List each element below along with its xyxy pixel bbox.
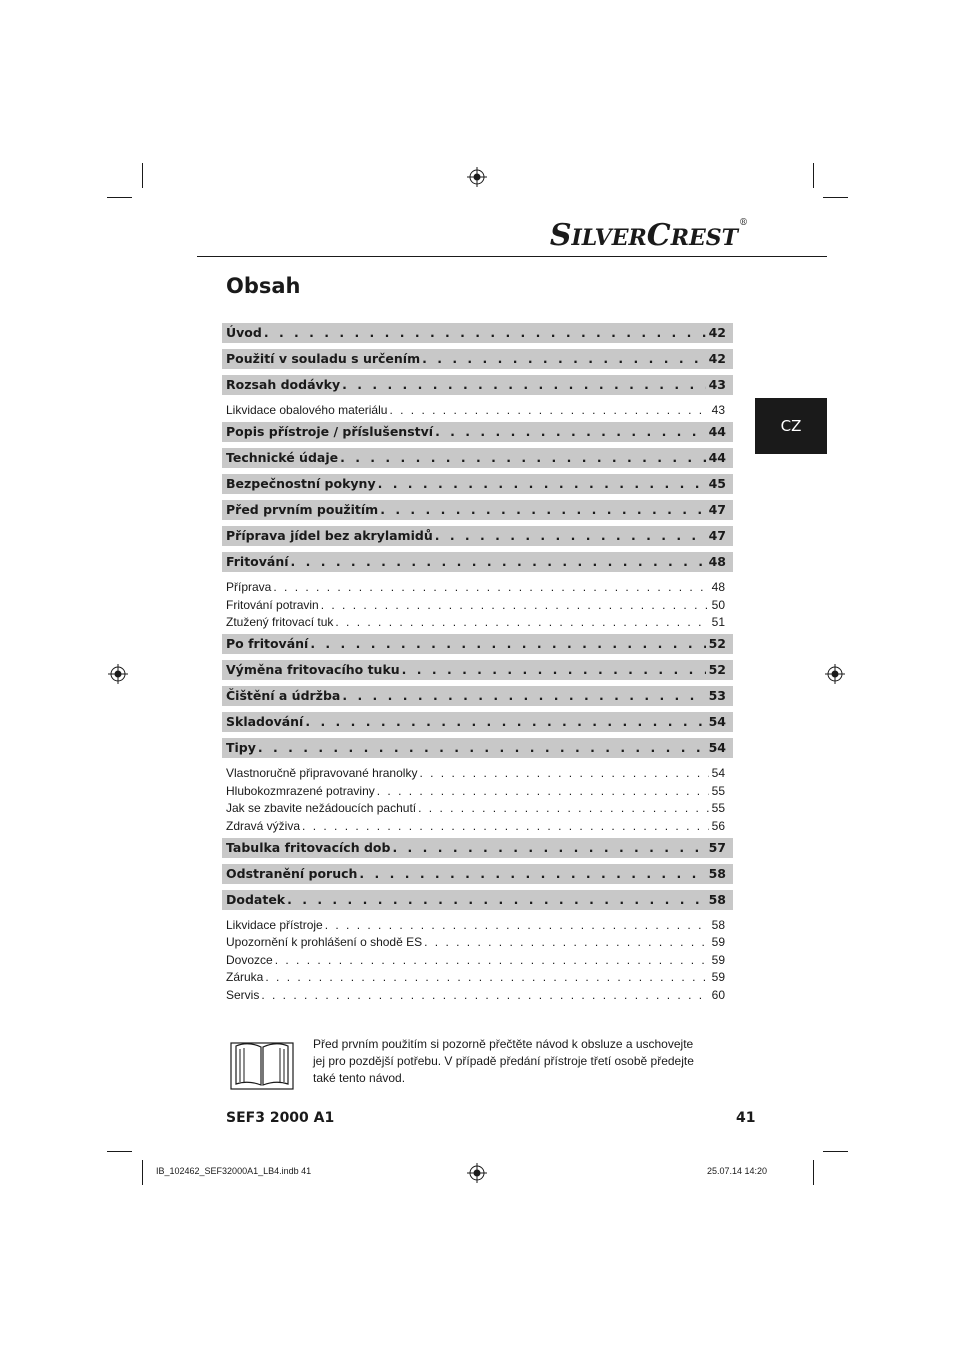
open-book-icon	[230, 1038, 294, 1090]
brand-logo	[550, 218, 748, 253]
toc-label: Vlastnoručně připravované hranolky	[226, 766, 418, 780]
toc-heading-row[interactable]	[222, 634, 733, 654]
toc-page: 42	[708, 325, 726, 340]
toc-page: 55	[711, 783, 725, 798]
toc-page: 58	[711, 917, 725, 932]
toc-page: 48	[711, 580, 725, 594]
toc-label: Hlubokozmrazené potraviny	[226, 783, 375, 798]
toc-heading-row[interactable]	[222, 712, 733, 732]
toc-heading-row[interactable]	[222, 686, 733, 706]
toc-leader	[380, 500, 705, 520]
toc-page: 48	[708, 554, 726, 569]
toc-label: Tabulka fritovacích dob	[226, 839, 391, 855]
toc-leader	[377, 783, 709, 799]
note-text	[313, 1036, 723, 1087]
toc-label: Tipy	[226, 740, 256, 755]
toc-label: Likvidace obalového materiálu	[226, 403, 388, 417]
toc-leader	[264, 323, 706, 343]
toc-page: 44	[708, 450, 726, 465]
toc-heading-row[interactable]	[222, 738, 733, 758]
toc-heading-row[interactable]	[222, 422, 733, 442]
toc-subentry-row[interactable]	[222, 402, 733, 418]
toc-label: Rozsah dodávky	[226, 377, 341, 392]
toc-page: 59	[711, 970, 725, 984]
toc-leader	[389, 402, 708, 418]
toc-leader	[321, 597, 709, 613]
model-number: SEF3 2000 A1	[226, 1110, 335, 1126]
toc-subentry-row[interactable]	[222, 917, 733, 933]
registration-mark-icon	[825, 664, 845, 684]
slug-file: IB_102462_SEF32000A1_LB4.indb 41	[156, 1166, 312, 1176]
crop-mark	[813, 1160, 814, 1185]
toc-label: Úvod	[226, 325, 262, 340]
header-rule	[197, 256, 827, 257]
page-title: Obsah	[226, 274, 301, 298]
toc-leader	[291, 552, 706, 572]
toc-page: 54	[708, 714, 726, 729]
toc-page: 45	[708, 476, 726, 491]
brand-letters: REST	[670, 225, 738, 251]
toc-subentry-row[interactable]	[222, 969, 733, 985]
toc-label: Fritování	[226, 554, 289, 569]
brand-letters: ILVER	[571, 225, 647, 251]
toc-heading-row[interactable]	[222, 838, 733, 858]
toc-page: 56	[711, 818, 725, 833]
note-line: Před prvním použitím si pozorně přečtěte návod k obsluze a uschovejte	[313, 1037, 694, 1051]
toc-label: Fritování potravin	[226, 597, 319, 612]
toc-page: 51	[711, 615, 725, 629]
toc-subentry-row[interactable]	[222, 987, 733, 1003]
toc-label: Po fritování	[226, 636, 309, 651]
toc-leader	[325, 917, 709, 933]
toc-leader	[435, 422, 706, 442]
toc-leader	[342, 375, 705, 395]
crop-mark	[107, 197, 132, 198]
toc-subentry-row[interactable]	[222, 614, 733, 630]
toc-label: Technické údaje	[226, 450, 339, 465]
toc-label: Jak se zbavite nežádoucích pachutí	[226, 801, 417, 815]
toc-subentry-row[interactable]	[222, 783, 733, 799]
toc-leader	[287, 890, 705, 910]
note-line: jej pro pozdější potřebu. V případě předání přístroje třetí osobě předejte	[313, 1054, 694, 1068]
toc-heading-row[interactable]	[222, 500, 733, 520]
brand-letter: C	[646, 218, 671, 253]
toc-subentry-row[interactable]	[222, 765, 733, 781]
toc-leader	[305, 712, 705, 732]
toc-subentry-row[interactable]	[222, 952, 733, 968]
toc-heading-row[interactable]	[222, 552, 733, 572]
toc-subentry-row[interactable]	[222, 597, 733, 613]
toc-label: Odstranění poruch	[226, 865, 358, 881]
toc-leader	[335, 614, 708, 630]
toc-page: 59	[711, 935, 725, 949]
toc-heading-row[interactable]	[222, 349, 733, 369]
toc-label: Bezpečnostní pokyny	[226, 476, 376, 491]
toc-leader	[392, 838, 705, 858]
toc-heading-row[interactable]	[222, 474, 733, 494]
registration-mark-icon	[467, 167, 487, 187]
toc-leader	[378, 474, 706, 494]
toc-label: Čištění a údržba	[226, 688, 341, 703]
toc-leader	[359, 864, 705, 884]
toc-page: 58	[708, 891, 726, 907]
toc-page: 43	[711, 403, 725, 417]
toc-leader	[275, 952, 709, 968]
toc-label: Ztužený fritovací tuk	[226, 615, 334, 629]
toc-leader	[435, 526, 706, 546]
toc-page: 47	[708, 528, 726, 543]
toc-label: Použití v souladu s určením	[226, 351, 421, 366]
crop-mark	[142, 163, 143, 188]
toc-heading-row[interactable]	[222, 323, 733, 343]
toc-page: 52	[708, 636, 726, 651]
slug-date: 25.07.14 14:20	[707, 1166, 768, 1176]
toc-heading-row[interactable]	[222, 526, 733, 546]
toc-label: Výměna fritovacího tuku	[226, 662, 400, 677]
toc-page: 44	[708, 424, 726, 439]
toc-label: Záruka	[226, 970, 264, 984]
toc-page: 47	[708, 502, 726, 517]
toc-label: Likvidace přístroje	[226, 917, 323, 932]
toc-label: Upozornění k prohlášení o shodě ES	[226, 935, 423, 949]
registration-mark-icon	[108, 664, 128, 684]
toc-leader	[342, 686, 705, 706]
toc-leader	[310, 634, 705, 654]
toc-label: Příprava	[226, 580, 272, 594]
toc-page: 55	[711, 801, 725, 815]
toc-leader	[258, 738, 706, 758]
toc-label: Servis	[226, 987, 260, 1002]
toc-heading-row[interactable]	[222, 375, 733, 395]
toc-page: 50	[711, 597, 725, 612]
toc-leader	[265, 969, 708, 985]
toc-heading-row[interactable]	[222, 864, 733, 884]
brand-letter: S	[549, 218, 572, 253]
toc-leader	[422, 349, 705, 369]
crop-mark	[107, 1151, 132, 1152]
toc-page: 54	[711, 766, 725, 780]
toc-leader	[402, 660, 706, 680]
toc-leader	[418, 800, 709, 816]
toc-label: Před prvním použitím	[226, 502, 379, 517]
registered-mark: ®	[739, 218, 748, 228]
toc-leader	[261, 987, 708, 1003]
toc-subentry-row[interactable]	[222, 579, 733, 595]
toc-leader	[340, 448, 705, 468]
toc-page: 60	[711, 987, 725, 1002]
toc-heading-row[interactable]	[222, 660, 733, 680]
crop-mark	[813, 163, 814, 188]
toc-page: 58	[708, 865, 726, 881]
toc-label: Skladování	[226, 714, 304, 729]
crop-mark	[823, 1151, 848, 1152]
toc-heading-row[interactable]	[222, 448, 733, 468]
crop-mark	[142, 1160, 143, 1185]
toc-label: Dodatek	[226, 891, 286, 907]
toc-page: 42	[708, 351, 726, 366]
page-number: 41	[736, 1110, 756, 1126]
toc-label: Zdravá výživa	[226, 818, 301, 833]
registration-mark-icon	[467, 1163, 487, 1183]
crop-mark	[823, 197, 848, 198]
toc-page: 53	[708, 688, 726, 703]
toc-label: Popis přístroje / příslušenství	[226, 424, 434, 439]
toc-page: 43	[708, 377, 726, 392]
toc-label: Dovozce	[226, 952, 273, 967]
toc-page: 52	[708, 662, 726, 677]
toc-page: 57	[708, 839, 726, 855]
toc-leader	[273, 579, 708, 595]
toc-page: 59	[711, 952, 725, 967]
toc-subentry-row[interactable]	[222, 934, 733, 950]
language-tab: CZ	[755, 398, 827, 454]
toc-page: 54	[708, 740, 726, 755]
toc-subentry-row[interactable]	[222, 800, 733, 816]
toc-heading-row[interactable]	[222, 890, 733, 910]
toc-label: Příprava jídel bez akrylamidů	[226, 528, 433, 543]
toc-leader	[419, 765, 708, 781]
toc-leader	[302, 818, 709, 834]
toc-leader	[424, 934, 709, 950]
note-line: také tento návod.	[313, 1071, 406, 1085]
toc-subentry-row[interactable]	[222, 818, 733, 834]
